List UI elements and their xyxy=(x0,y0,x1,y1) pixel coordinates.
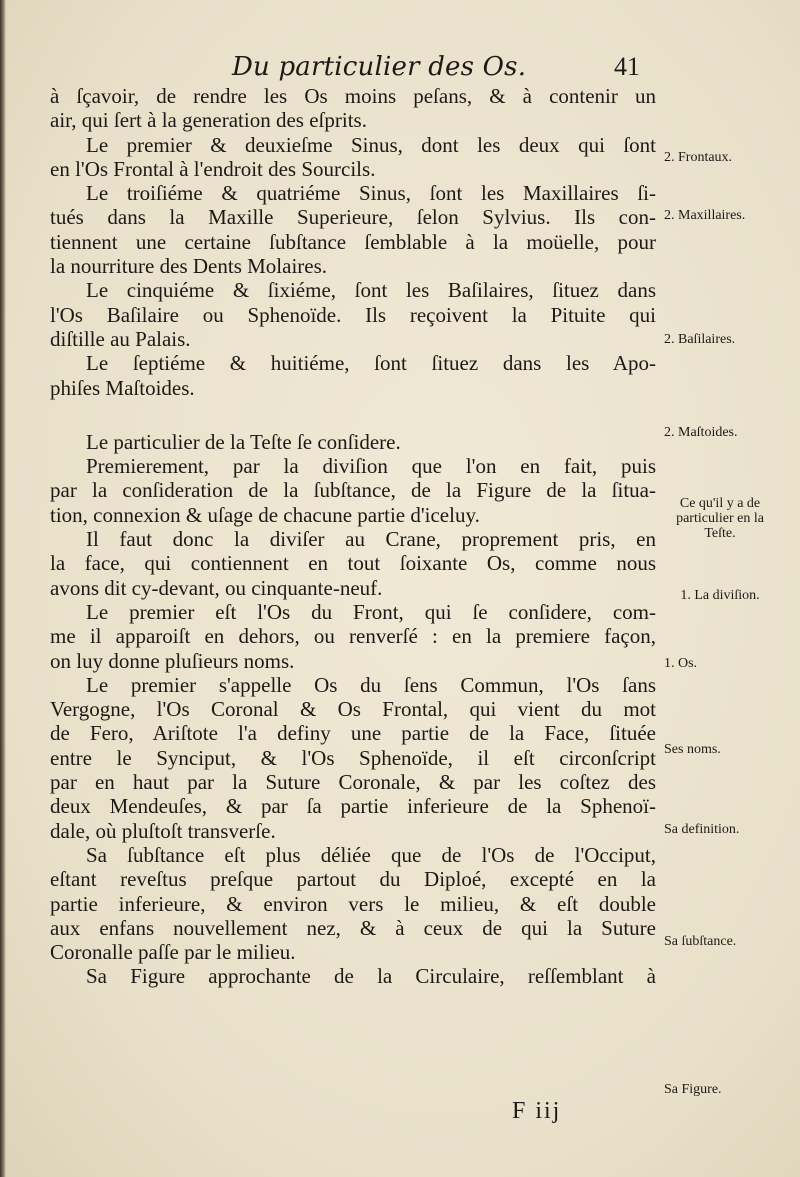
text-line: de Fero, Ariſtote l'a definy une partie de la Face, ſituée xyxy=(50,721,656,746)
text-line: tués dans la Maxille Superieure, ſelon Sylvius. Ils con- xyxy=(50,205,656,230)
text-line: tion, connexion & uſage de chacune partie d'iceluy. xyxy=(50,502,480,527)
text-line: Premierement, par la diviſion que l'on en fait, puis xyxy=(86,454,656,479)
margin-note: Sa definition. xyxy=(664,822,740,837)
margin-note: 2. Baſilaires. xyxy=(664,332,736,347)
text-line: par en haut par la Suture Coronale, & par les coſtez des xyxy=(50,770,656,795)
text-line: eſtant reveſtus preſque partout du Diploé, excepté en la xyxy=(50,867,656,892)
text-line: Le premier s'appelle Os du ſens Commun, l'Os ſans xyxy=(86,672,656,697)
margin-note: Ce qu'il y a de particulier en la Teſte. xyxy=(676,496,764,541)
body-text xyxy=(50,84,656,989)
margin-note: 2. Maſtoides. xyxy=(664,425,738,440)
margin-note: 1. Os. xyxy=(664,656,698,671)
text-line: phiſes Maſtoides. xyxy=(50,375,195,400)
margin-note: 2. Maxillaires. xyxy=(664,208,746,223)
text-line: diſtille au Palais. xyxy=(50,326,191,351)
text-line: Il faut donc la diviſer au Crane, proprement pris, en xyxy=(86,527,656,552)
text-line: deux Mendeuſes, & par ſa partie inferieure de la Sphenoï- xyxy=(50,794,656,819)
margin-note: Ses noms. xyxy=(664,742,721,757)
text-line: dale, où pluſtoſt transverſe. xyxy=(50,818,276,843)
margin-note: 2. Frontaux. xyxy=(664,150,733,165)
paragraph-gap xyxy=(50,400,656,430)
text-line: en l'Os Frontal à l'endroit des Sourcils. xyxy=(50,156,376,181)
page-header xyxy=(0,52,800,86)
text-line: Le premier eſt l'Os du Front, qui ſe conſidere, com- xyxy=(86,599,656,624)
binding-edge xyxy=(0,0,6,1177)
text-line: la nourriture des Dents Molaires. xyxy=(50,254,328,279)
text-line: Le ſeptiéme & huitiéme, ſont ſituez dans les Apo- xyxy=(86,351,656,376)
text-line: air, qui ſert à la generation des eſprits. xyxy=(50,108,367,133)
text-line: par la conſideration de la ſubſtance, de la Figure de la ſitua- xyxy=(50,478,656,503)
text-line: entre le Synciput, & l'Os Sphenoïde, il eſt circonſcript xyxy=(50,745,656,770)
text-line: avons dit cy-devant, ou cinquante-neuf. xyxy=(50,575,383,600)
text-line: tiennent une certaine ſubſtance ſemblable à la moüelle, pour xyxy=(50,229,656,254)
text-line: Sa ſubſtance eſt plus déliée que de l'Os de l'Occiput, xyxy=(86,842,656,867)
text-line: Vergogne, l'Os Coronal & Os Frontal, qui vient du mot xyxy=(50,697,656,722)
signature-mark: F iij xyxy=(512,1098,562,1124)
margin-note: 1. La diviſion. xyxy=(680,588,760,603)
text-line: Sa Figure approchante de la Circulaire, reſſemblant à xyxy=(86,964,656,989)
text-line: Le particulier de la Teſte ſe conſidere. xyxy=(86,429,401,454)
text-line: la face, qui contiennent en tout ſoixante Os, comme nous xyxy=(50,551,656,576)
running-title: Du particulier des Os. xyxy=(232,52,527,82)
text-line: Le cinquiéme & ſixiéme, ſont les Baſilaires, ſituez dans xyxy=(86,278,656,303)
margin-note: Sa ſubſtance. xyxy=(664,934,737,949)
margin-note: Sa Figure. xyxy=(664,1082,722,1097)
text-line: partie inferieure, & environ vers le milieu, & eſt double xyxy=(50,891,656,916)
text-line: à ſçavoir, de rendre les Os moins peſans, & à contenir un xyxy=(50,84,656,108)
text-line: me il apparoiſt en dehors, ou renverſé : en la premiere façon, xyxy=(50,624,656,649)
page-number: 41 xyxy=(614,52,640,81)
text-line: Le premier & deuxieſme Sinus, dont les deux qui ſont xyxy=(86,132,656,157)
text-line: on luy donne pluſieurs noms. xyxy=(50,648,295,673)
text-line: l'Os Baſilaire ou Sphenoïde. Ils reçoivent la Pituite qui xyxy=(50,302,656,327)
text-line: aux enfans nouvellement nez, & à ceux de qui la Suture xyxy=(50,915,656,940)
text-line: Coronalle paſſe par le milieu. xyxy=(50,940,296,965)
text-line: Le troiſiéme & quatriéme Sinus, ſont les Maxillaires ſi- xyxy=(86,181,656,206)
